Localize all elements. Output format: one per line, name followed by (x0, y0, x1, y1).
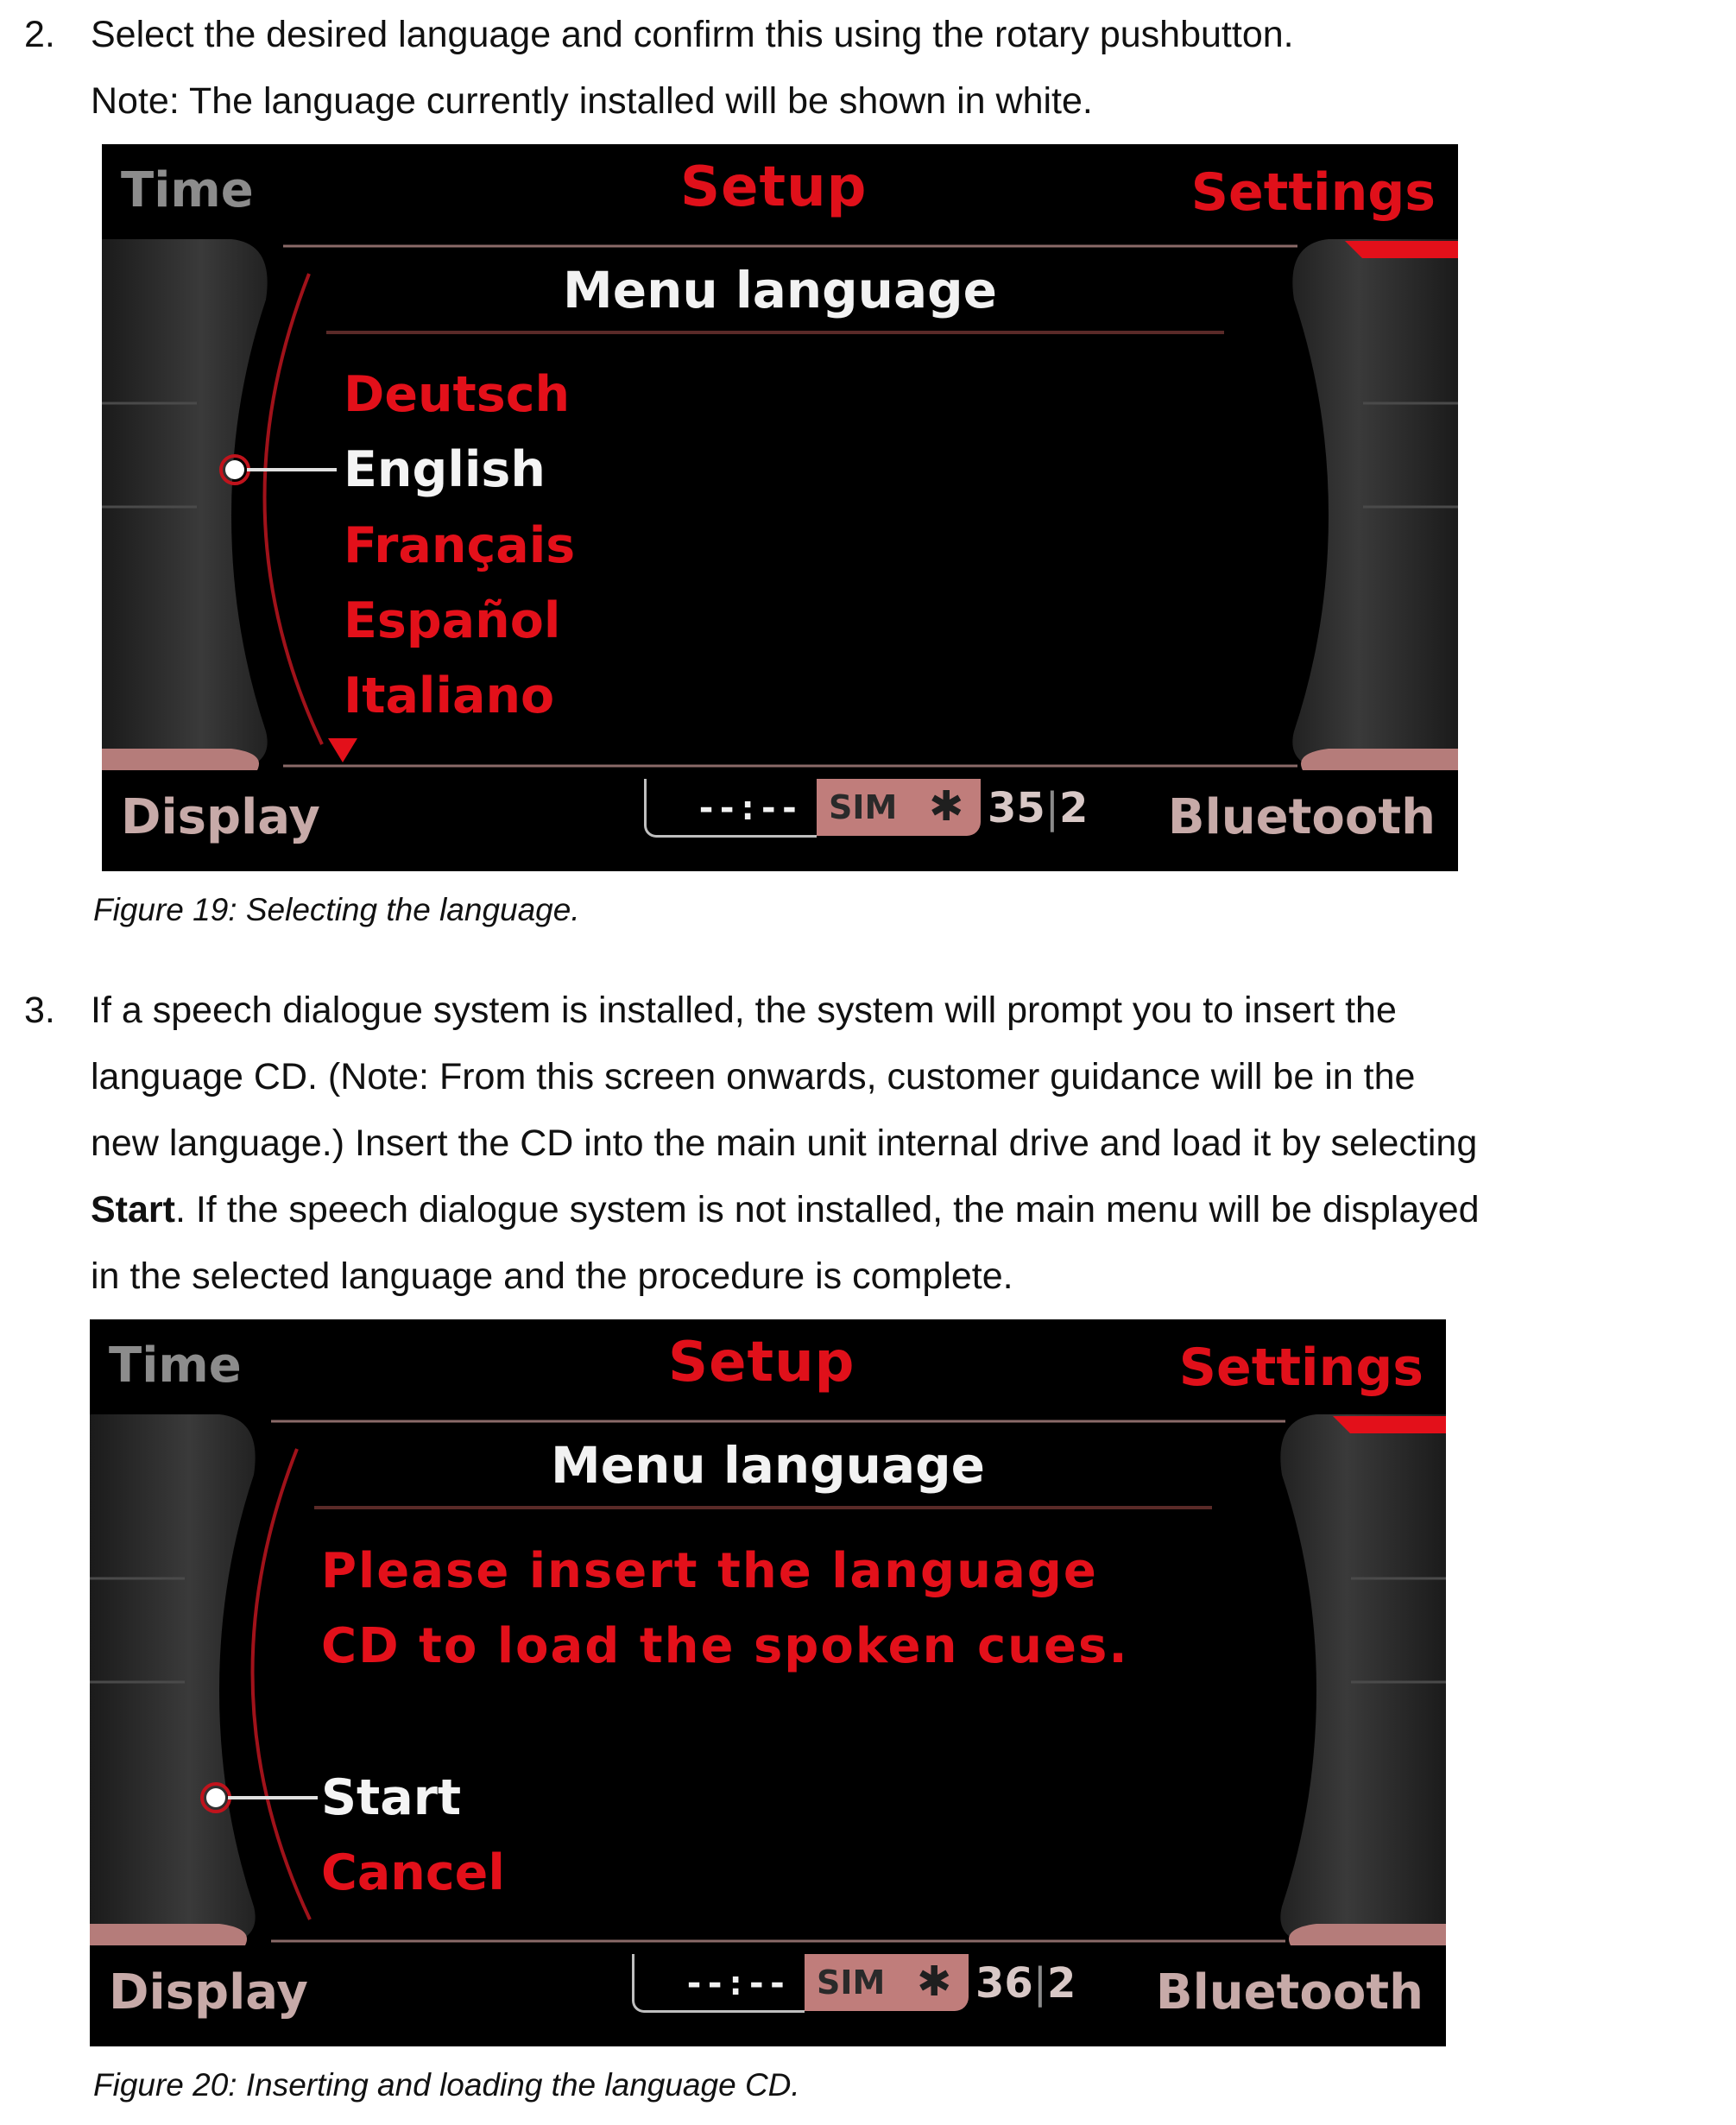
language-option-deutsch[interactable]: Deutsch (344, 366, 571, 423)
start-keyword: Start (91, 1189, 175, 1230)
language-option-italiano[interactable]: Italiano (344, 667, 555, 724)
status-bar (644, 779, 1089, 838)
status-count-a: 35 (988, 784, 1045, 832)
bluetooth-icon: ✱ (929, 782, 964, 831)
step-text-line: new language.) Insert the CD into the main unit internal drive and load it by selecting (91, 1123, 1478, 1164)
tab-display[interactable]: Display (109, 1964, 308, 2021)
tab-settings[interactable]: Settings (1178, 1338, 1424, 1398)
status-count-a: 36 (975, 1959, 1033, 2008)
clock-readout: --:-- (684, 1964, 788, 2003)
clock-readout: --:-- (696, 788, 800, 828)
tab-time[interactable]: Time (109, 1338, 242, 1394)
status-count-separator: | (1045, 784, 1059, 832)
language-option-english[interactable]: English (344, 441, 546, 498)
step-text-line (91, 1177, 1480, 1243)
status-count (975, 1959, 1076, 2008)
language-option-espanol[interactable]: Español (344, 592, 561, 649)
step-number: 2. (24, 14, 55, 55)
start-option[interactable]: Start (321, 1769, 462, 1826)
insert-cd-message-line2: CD to load the spoken cues. (321, 1618, 1129, 1674)
figure-caption: Figure 20: Inserting and loading the language CD. (93, 2067, 800, 2103)
tab-time[interactable]: Time (121, 162, 254, 218)
step-number: 3. (24, 990, 55, 1031)
step-text-line: language CD. (Note: From this screen onwards, customer guidance will be in the (91, 1056, 1416, 1097)
step-text-line: If a speech dialogue system is installed, the system will prompt you to insert the (91, 990, 1397, 1031)
status-count-b: 2 (1046, 1959, 1076, 2008)
tab-display[interactable]: Display (121, 789, 320, 845)
mmi-screen-insert-cd (90, 1319, 1446, 2046)
mmi-screen-language-select (102, 144, 1458, 871)
screen-frame-decoration (90, 1319, 1446, 2046)
insert-cd-message-line1: Please insert the language (321, 1543, 1098, 1599)
step-text-line: in the selected language and the procedure is complete. (91, 1255, 1013, 1297)
menu-title: Menu language (551, 1436, 985, 1495)
step-text: Select the desired language and confirm this using the rotary pushbutton. (91, 14, 1294, 55)
sim-indicator: SIM (829, 788, 898, 826)
tab-bluetooth[interactable]: Bluetooth (1167, 789, 1436, 845)
tab-bluetooth[interactable]: Bluetooth (1155, 1964, 1424, 2021)
status-count-separator: | (1032, 1959, 1047, 2008)
step-text-rest: . If the speech dialogue system is not installed, the main menu will be displayed (174, 1189, 1480, 1230)
tab-setup[interactable]: Setup (680, 155, 868, 219)
sim-indicator: SIM (817, 1964, 886, 2002)
step-note: Note: The language currently installed will be shown in white. (91, 80, 1093, 122)
tab-settings[interactable]: Settings (1190, 162, 1436, 223)
language-option-francais[interactable]: Français (344, 517, 576, 574)
status-count-b: 2 (1058, 784, 1089, 832)
selection-pointer-icon (216, 448, 337, 491)
selection-pointer-icon (197, 1776, 318, 1819)
menu-title: Menu language (563, 261, 997, 319)
screen-frame-decoration (102, 144, 1458, 871)
figure-caption: Figure 19: Selecting the language. (93, 892, 580, 927)
cancel-option[interactable]: Cancel (321, 1844, 505, 1901)
tab-setup[interactable]: Setup (668, 1331, 855, 1395)
status-count (988, 784, 1089, 832)
status-bar (632, 1954, 1074, 2013)
bluetooth-icon: ✱ (917, 1957, 952, 2006)
